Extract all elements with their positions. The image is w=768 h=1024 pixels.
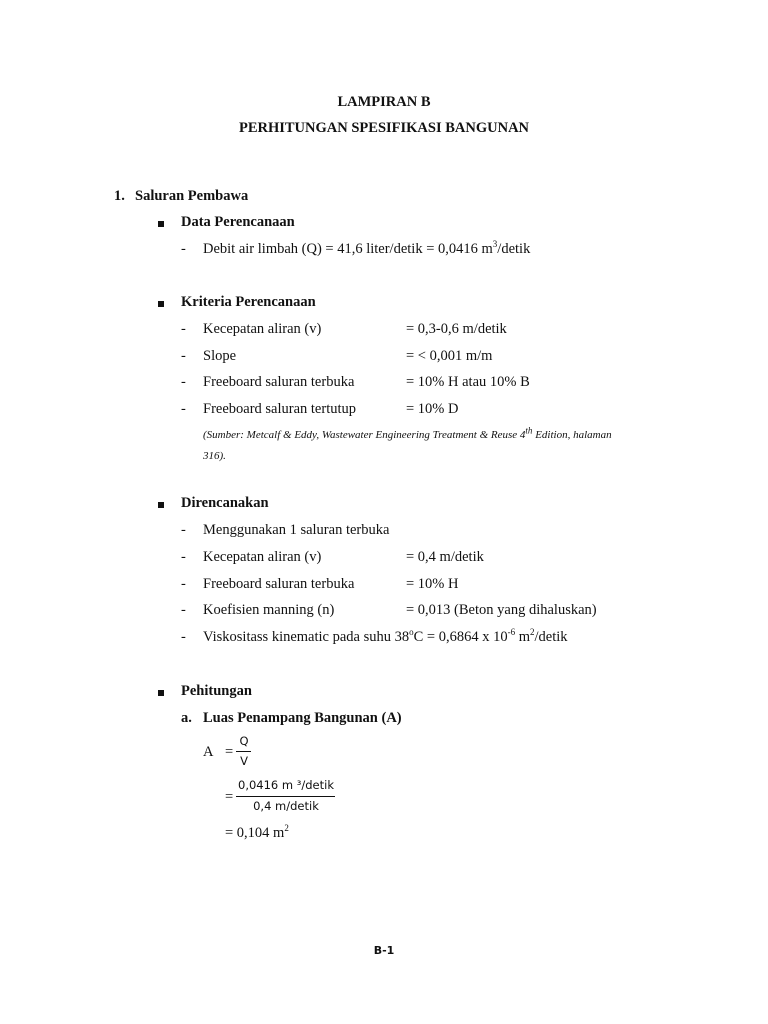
subsection-title: Luas Penampang Bangunan (A) [203,710,402,726]
appendix-title: LAMPIRAN B [337,94,431,110]
dash-icon: - [181,629,186,645]
document-title: PERHITUNGAN SPESIFIKASI BANGUNAN [238,120,530,136]
fraction-denominator: V [240,754,248,768]
kriteria-label: Freeboard saluran tertutup [203,401,357,417]
plan-label: Koefisien manning (n) [203,602,335,618]
fraction-bar [236,751,251,752]
debit-line: Debit air limbah (Q) = 41,6 liter/detik = 0,0416 $m^3$/detik [203,239,531,257]
bullet-icon [158,301,164,307]
plan-value: = 10% H [406,576,459,592]
kriteria-heading: Kriteria Perencanaan [181,294,316,310]
plan-label: Kecepatan aliran (v) [203,549,322,565]
data-perencanaan-heading: Data Perencanaan [181,214,295,230]
plan-label: Freeboard saluran terbuka [203,576,355,592]
formula-lhs: A [203,744,214,760]
bullet-icon [158,690,164,696]
dash-icon: - [181,522,186,538]
bullet-icon [158,502,164,508]
kriteria-value: = 10% H atau 10% B [406,374,530,390]
bullet-icon [158,221,164,227]
dash-icon: - [181,374,186,390]
fraction-numerator: 0,0416 m ³/detik [238,778,334,792]
perhitungan-heading: Pehitungan [181,683,252,699]
viscosity-line: Viskositass kinematic pada suhu $38^oC = 0,6864$ x $10^{-6}$ $m^2$/detik [203,627,568,645]
dash-icon: - [181,549,186,565]
dash-icon: - [181,241,186,257]
equals-sign: = [225,744,234,760]
dash-icon: - [181,321,186,337]
page-number: B-1 [373,944,395,957]
plan-item: Menggunakan 1 saluran terbuka [203,522,390,538]
kriteria-label: Slope [203,348,237,364]
dash-icon: - [181,348,186,364]
dash-icon: - [181,401,186,417]
plan-value: = 0,013 (Beton yang dihaluskan) [406,602,597,618]
dash-icon: - [181,576,186,592]
kriteria-label: Freeboard saluran terbuka [203,374,355,390]
equals-sign: = [225,789,234,805]
kriteria-label: Kecepatan aliran (v) [203,321,322,337]
section-title: Saluran Pembawa [135,188,249,204]
dash-icon: - [181,602,186,618]
kriteria-value: = < 0,001 m/m [406,348,493,364]
plan-value: = 0,4 m/detik [406,549,484,565]
source-citation-cont: 316). [203,450,226,462]
subsection-letter: a. [181,710,192,726]
source-citation: (Sumber: Metcalf & Eddy, Wastewater Engineering Treatment & Reuse 4th Edition, halaman [203,425,612,441]
direncanakan-heading: Direncanakan [181,495,269,511]
fraction-denominator: 0,4 m/detik [253,799,319,813]
kriteria-value: = 10% D [406,401,459,417]
fraction-bar [236,796,335,797]
fraction-numerator: Q [239,734,249,748]
kriteria-value: = 0,3-0,6 m/detik [406,321,507,337]
formula-result: = 0,104 $m^2$ [225,823,289,841]
section-number: 1. [114,188,125,204]
